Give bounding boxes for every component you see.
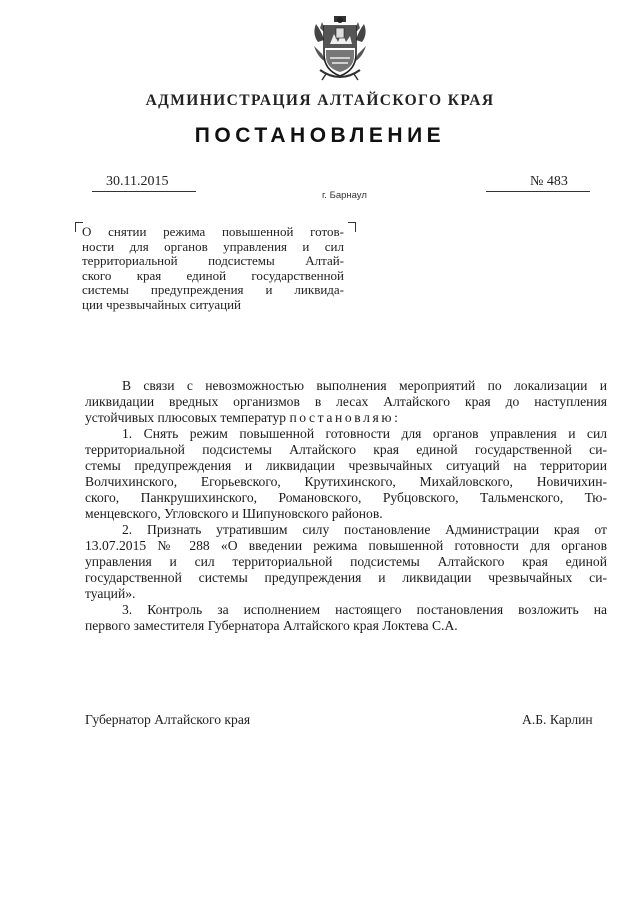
- item-1-line: 1. Снять режим повышенной готовности для органов управления и сил: [122, 426, 607, 441]
- item-1-line: стемы предупреждения и ликвидации чрезвычайных ситуаций на территории: [85, 458, 607, 473]
- item-2-line: туаций».: [85, 586, 136, 601]
- item-1-line: Волчихинского, Егорьевского, Крутихинского, Михайловского, Новичихин-: [85, 474, 607, 489]
- subject-corner-right: [348, 222, 356, 232]
- number-underline: [486, 191, 590, 192]
- item-1-line: менцевского, Угловского и Шипуновского районов.: [85, 506, 383, 521]
- preamble-line: [85, 410, 607, 426]
- preamble-line: ликвидации вредных организмов в лесах Алтайского края до наступления: [85, 394, 607, 409]
- item-2-line: управления и сил территориальной подсистемы Алтайского края единой: [85, 554, 607, 569]
- subject-line: системы предупреждения и ликвида-: [82, 282, 344, 298]
- item-3-line: 3. Контроль за исполнением настоящего постановления возложить на: [122, 602, 607, 617]
- document-number: № 483: [530, 174, 568, 189]
- item-1-line: ского, Панкрушихинского, Романовского, Рубцовского, Тальменского, Тю-: [85, 490, 607, 505]
- organization-title: АДМИНИСТРАЦИЯ АЛТАЙСКОГО КРАЯ: [145, 92, 495, 109]
- issue-city: г. Барнаул: [322, 190, 367, 201]
- document-body: [85, 378, 607, 634]
- subject-line: О снятии режима повышенной готов-: [82, 224, 344, 239]
- preamble-line: В связи с невозможностью выполнения мероприятий по локализации и: [122, 378, 607, 393]
- document-type-heading: ПОСТАНОВЛЕНИЕ: [194, 124, 446, 147]
- date-underline: [92, 191, 196, 192]
- resolve-word: постановляю:: [289, 410, 401, 425]
- item-1-line: территориальной подсистемы Алтайского края единой государственной си-: [85, 442, 607, 457]
- item-2-line: 13.07.2015 № 288 «О введении режима повышенной готовности для органов: [85, 538, 607, 553]
- subject-line: территориальной подсистемы Алтай-: [82, 253, 344, 269]
- document-date: 30.11.2015: [106, 174, 169, 189]
- signatory-name: А.Б. Карлин: [522, 712, 593, 727]
- item-2-line: 2. Признать утратившим силу постановление Администрации края от: [122, 522, 607, 537]
- item-3-line: первого заместителя Губернатора Алтайского края Локтева С.А.: [85, 618, 458, 633]
- subject-line: ности для органов управления и сил: [82, 238, 344, 254]
- preamble-text: устойчивых плюсовых температур: [85, 410, 290, 425]
- subject-line: ского края единой государственной: [82, 267, 344, 283]
- item-2-line: государственной системы предупреждения и ликвидации чрезвычайных си-: [85, 570, 607, 585]
- document-subject: [82, 225, 344, 313]
- coat-of-arms-icon: [308, 14, 372, 84]
- subject-line: ции чрезвычайных ситуаций: [82, 296, 242, 312]
- signatory-position: Губернатор Алтайского края: [85, 712, 251, 727]
